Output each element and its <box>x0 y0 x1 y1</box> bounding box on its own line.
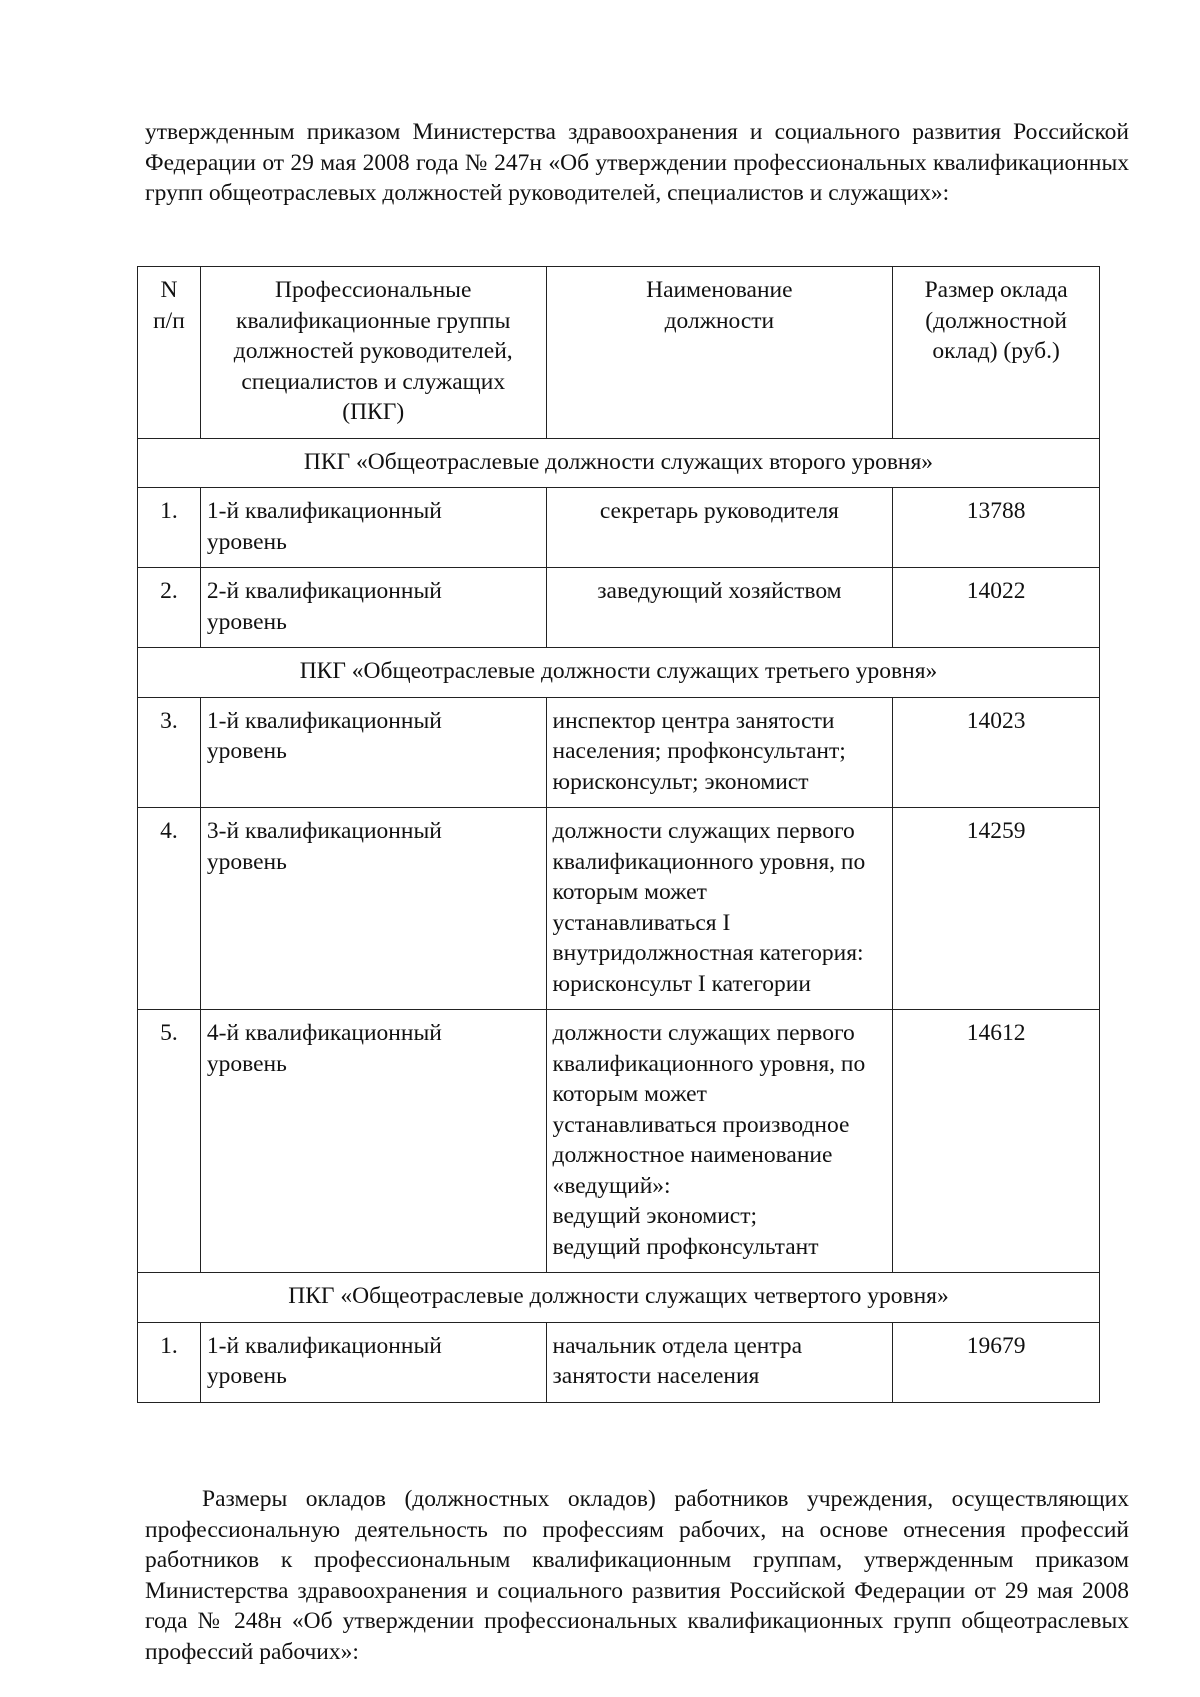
group-title: ПКГ «Общеотраслевые должности служащих третьего уровня» <box>138 648 1100 698</box>
row-salary: 14022 <box>893 568 1100 648</box>
table-row <box>138 697 1100 808</box>
table-row <box>138 1010 1100 1273</box>
header-salary: Размер оклада (должностной оклад) (руб.) <box>893 267 1100 439</box>
group-title: ПКГ «Общеотраслевые должности служащих второго уровня» <box>138 438 1100 488</box>
header-group: Профессиональные квалификационные группы должностей руководителей, специалистов и служащих (ПКГ) <box>200 267 546 439</box>
row-salary: 14612 <box>893 1010 1100 1273</box>
group-row <box>138 648 1100 698</box>
row-num: 2. <box>138 568 201 648</box>
intro-paragraph: утвержденным приказом Министерства здравоохранения и социального развития Российской Федерации от 29 мая 2008 года № 247н «Об утверждении профессиональных квалификационных групп общеотраслевых должностей руководителей, специалистов и служащих»: <box>145 119 1129 206</box>
table-row <box>138 488 1100 568</box>
position-line: должности служащих первого квалификационного уровня, по которым может устанавливаться I внутридолжностная категория: <box>552 818 866 966</box>
closing-paragraph: Размеры окладов (должностных окладов) работников учреждения, осуществляющих профессиональную деятельность по профессиям рабочих, на основе отнесения профессий работников к профессиональным квалификационным группам, утвержденным приказом Министерства здравоохранения и социального развития Российской Федерации от 29 мая 2008 года № 248н «Об утверждении профессиональных квалификационных групп общеотраслевых профессий рабочих»: <box>145 1486 1129 1665</box>
row-position <box>546 1010 893 1273</box>
row-position: заведующий хозяйством <box>546 568 893 648</box>
row-num: 1. <box>138 1322 201 1402</box>
position-line: ведущий профконсультант <box>552 1233 819 1260</box>
group-row <box>138 1273 1100 1323</box>
row-level: 1-й квалификационный уровень <box>200 697 546 808</box>
row-salary: 14023 <box>893 697 1100 808</box>
row-position: секретарь руководителя <box>546 488 893 568</box>
row-position: инспектор центра занятости населения; профконсультант; юрисконсульт; экономист <box>546 697 893 808</box>
row-level: 4-й квалификационный уровень <box>200 1010 546 1273</box>
row-num: 3. <box>138 697 201 808</box>
row-num: 1. <box>138 488 201 568</box>
row-num: 4. <box>138 808 201 1010</box>
row-salary: 19679 <box>893 1322 1100 1402</box>
position-line: ведущий экономист; <box>552 1203 758 1229</box>
header-num: N п/п <box>138 267 201 439</box>
row-level: 2-й квалификационный уровень <box>200 568 546 648</box>
group-title: ПКГ «Общеотраслевые должности служащих четвертого уровня» <box>138 1273 1100 1323</box>
table-row <box>138 1322 1100 1402</box>
table-header-row <box>138 267 1100 439</box>
row-level: 3-й квалификационный уровень <box>200 808 546 1010</box>
group-row <box>138 438 1100 488</box>
header-position: Наименование должности <box>546 267 893 439</box>
row-salary: 13788 <box>893 488 1100 568</box>
position-line: юрисконсульт I категории <box>552 970 811 997</box>
salary-table <box>137 266 1100 1403</box>
row-num: 5. <box>138 1010 201 1273</box>
row-level: 1-й квалификационный уровень <box>200 1322 546 1402</box>
position-line: должности служащих первого квалификационного уровня, по которым может устанавливаться производное должностное наименование «ведущий»: <box>552 1020 866 1199</box>
row-position: начальник отдела центра занятости населения <box>546 1322 893 1402</box>
row-position <box>546 808 893 1010</box>
row-salary: 14259 <box>893 808 1100 1010</box>
row-level: 1-й квалификационный уровень <box>200 488 546 568</box>
table-row <box>138 808 1100 1010</box>
table-row <box>138 568 1100 648</box>
